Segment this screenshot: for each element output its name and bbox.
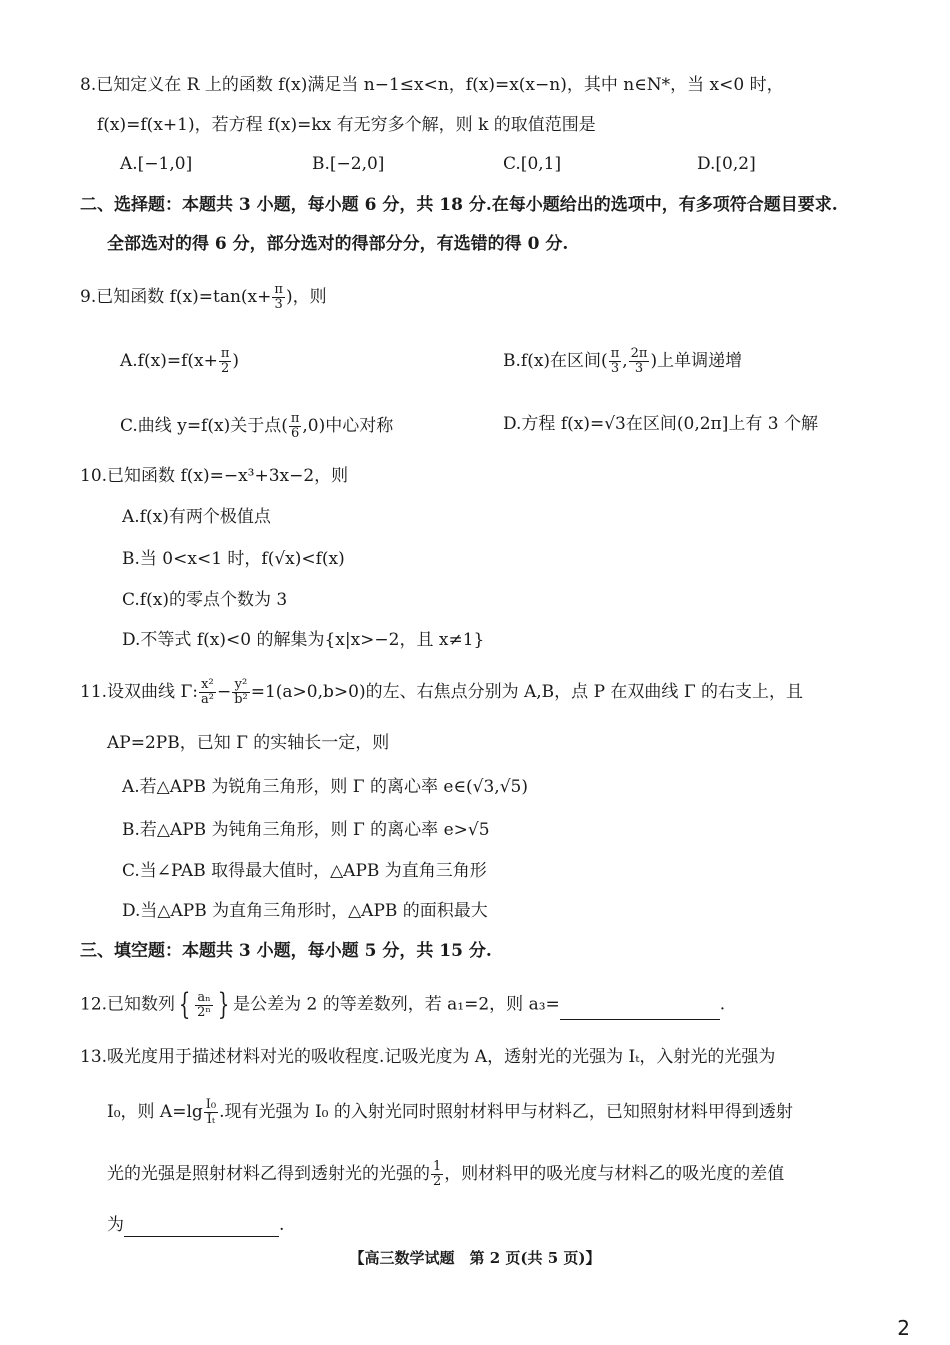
q13-line2 — [107, 1098, 793, 1127]
q9-option-b-fraction1 — [609, 347, 622, 376]
q9-option-b — [503, 347, 742, 376]
q11-stem-tail: =1(a>0,b>0)的左、右焦点分别为 A,B，点 P 在双曲线 Γ 的右支上，且 — [250, 682, 804, 702]
q8-option-b: B.[−2,0] — [312, 154, 385, 174]
fraction-denominator: 2 — [433, 1174, 442, 1189]
section2-heading: 二、选择题：本题共 3 小题，每小题 6 分，共 18 分.在每小题给出的选项中，有多项符合题目要求. — [80, 195, 838, 215]
fraction-denominator: Iₜ — [206, 1112, 216, 1127]
q10-option-d: D.不等式 f(x)<0 的解集为{x|x>−2，且 x≠1} — [122, 630, 485, 650]
fraction-numerator: π — [610, 346, 620, 361]
q13-line2-text: I₀，则 A=lg — [107, 1102, 203, 1122]
right-brace-icon: } — [217, 987, 230, 1022]
q8-line2: f(x)=f(x+1)，若方程 f(x)=kx 有无穷多个解，则 k 的取值范围是 — [97, 115, 596, 135]
fraction-denominator: 2ⁿ — [197, 1004, 212, 1020]
q13-line3 — [107, 1160, 784, 1189]
q9-stem — [80, 283, 327, 312]
q9-option-b-separator: , — [622, 351, 628, 371]
q11-option-b: B.若△APB 为钝角三角形，则 Γ 的离心率 e>√5 — [122, 820, 490, 840]
fraction-numerator: I₀ — [205, 1097, 217, 1112]
fraction-denominator: 3 — [634, 361, 644, 376]
fraction-denominator: b² — [234, 692, 248, 707]
q13-line4 — [107, 1213, 284, 1237]
q9-option-c-text: C.曲线 y=f(x)关于点( — [120, 416, 288, 436]
q10-option-c: C.f(x)的零点个数为 3 — [122, 590, 288, 610]
q11-stem — [80, 678, 803, 707]
q13-line2-tail: .现有光强为 I₀ 的入射光同时照射材料甲与材料乙，已知照射材料甲得到透射 — [219, 1102, 793, 1122]
q9-stem-fraction — [272, 283, 285, 312]
q9-option-c-tail: ,0)中心对称 — [302, 416, 394, 436]
fraction-denominator: 2 — [220, 361, 230, 376]
fraction-numerator: π — [290, 411, 300, 426]
fraction-numerator: 2π — [630, 346, 648, 361]
q13-line1: 13.吸光度用于描述材料对光的吸收程度.记吸光度为 A，透射光的光强为 Iₜ，入射光的光强为 — [80, 1047, 776, 1067]
page-number: 2 — [897, 1316, 910, 1340]
q8-option-a: A.[−1,0] — [120, 154, 193, 174]
q8-line1: 8.已知定义在 R 上的函数 f(x)满足当 n−1≤x<n，f(x)=x(x−n)，其中 n∈N*，当 x<0 时， — [80, 75, 784, 95]
q9-option-b-text: B.f(x)在区间( — [503, 351, 608, 371]
fraction-denominator: 3 — [274, 297, 283, 312]
q8-option-d: D.[0,2] — [697, 154, 756, 174]
q11-fraction-y — [232, 678, 250, 707]
q12-stem — [80, 987, 726, 1022]
q13-absorbance-fraction — [204, 1098, 218, 1127]
fraction-numerator: aₙ — [195, 991, 213, 1006]
q10-stem: 10.已知函数 f(x)=−x³+3x−2，则 — [80, 466, 349, 486]
q11-line2: AP=2PB，已知 Γ 的实轴长一定，则 — [107, 733, 390, 753]
section2-instructions: 全部选对的得 6 分，部分选对的得部分分，有选错的得 0 分. — [107, 234, 569, 254]
q9-option-b-fraction2 — [629, 347, 650, 376]
fraction-denominator: 3 — [610, 361, 620, 376]
q9-stem-text: 9.已知函数 f(x)=tan(x+ — [80, 287, 272, 307]
fraction-numerator: π — [274, 282, 283, 297]
q11-stem-text: 11.设双曲线 Γ: — [80, 682, 198, 702]
q13-line3-tail: ，则材料甲的吸光度与材料乙的吸光度的差值 — [444, 1164, 785, 1184]
q13-end: . — [279, 1215, 285, 1235]
section3-heading: 三、填空题：本题共 3 小题，每小题 5 分，共 15 分. — [80, 941, 492, 961]
q12-answer-blank[interactable] — [560, 1001, 720, 1020]
q12-fraction — [195, 991, 213, 1020]
q9-option-a-fraction — [219, 347, 232, 376]
fraction-numerator: y² — [232, 678, 250, 693]
q8-option-c: C.[0,1] — [503, 154, 562, 174]
q13-half-fraction — [431, 1160, 443, 1189]
q9-option-a-text: A.f(x)=f(x+ — [120, 351, 218, 371]
q13-line3-text: 光的光强是照射材料乙得到透射光的光强的 — [107, 1164, 430, 1184]
q13-answer-blank[interactable] — [124, 1218, 279, 1237]
q12-stem-tail: 是公差为 2 的等差数列，若 a₁=2，则 a₃= — [233, 994, 560, 1015]
fraction-numerator: π — [220, 346, 230, 361]
q9-option-c — [120, 412, 393, 441]
q11-minus: − — [216, 682, 232, 702]
fraction-numerator: x² — [199, 678, 216, 693]
fraction-denominator: 6 — [290, 426, 300, 441]
q9-option-a-tail: ) — [232, 351, 240, 371]
fraction-numerator: 1 — [433, 1159, 442, 1174]
q13-line4-text: 为 — [107, 1215, 124, 1235]
q10-option-a: A.f(x)有两个极值点 — [122, 507, 271, 527]
q9-option-b-tail: )上单调递增 — [650, 351, 743, 371]
q9-option-a — [120, 347, 239, 376]
fraction-denominator: a² — [200, 692, 214, 707]
q9-stem-tail: )，则 — [285, 287, 327, 307]
q12-stem-text: 12.已知数列 — [80, 994, 176, 1015]
page-footer: 【高三数学试题 第 2 页(共 5 页)】 — [349, 1249, 601, 1267]
q11-option-d: D.当△APB 为直角三角形时，△APB 的面积最大 — [122, 901, 488, 921]
q12-end: . — [719, 994, 726, 1015]
q11-option-c: C.当∠PAB 取得最大值时，△APB 为直角三角形 — [122, 861, 487, 881]
left-brace-icon: { — [178, 987, 191, 1022]
q10-option-b: B.当 0<x<1 时，f(√x)<f(x) — [122, 549, 345, 569]
q11-option-a: A.若△APB 为锐角三角形，则 Γ 的离心率 e∈(√3,√5) — [122, 777, 528, 797]
q9-option-d: D.方程 f(x)=√3在区间(0,2π]上有 3 个解 — [503, 414, 818, 434]
q9-option-c-fraction — [289, 412, 302, 441]
q11-fraction-x — [199, 678, 216, 707]
